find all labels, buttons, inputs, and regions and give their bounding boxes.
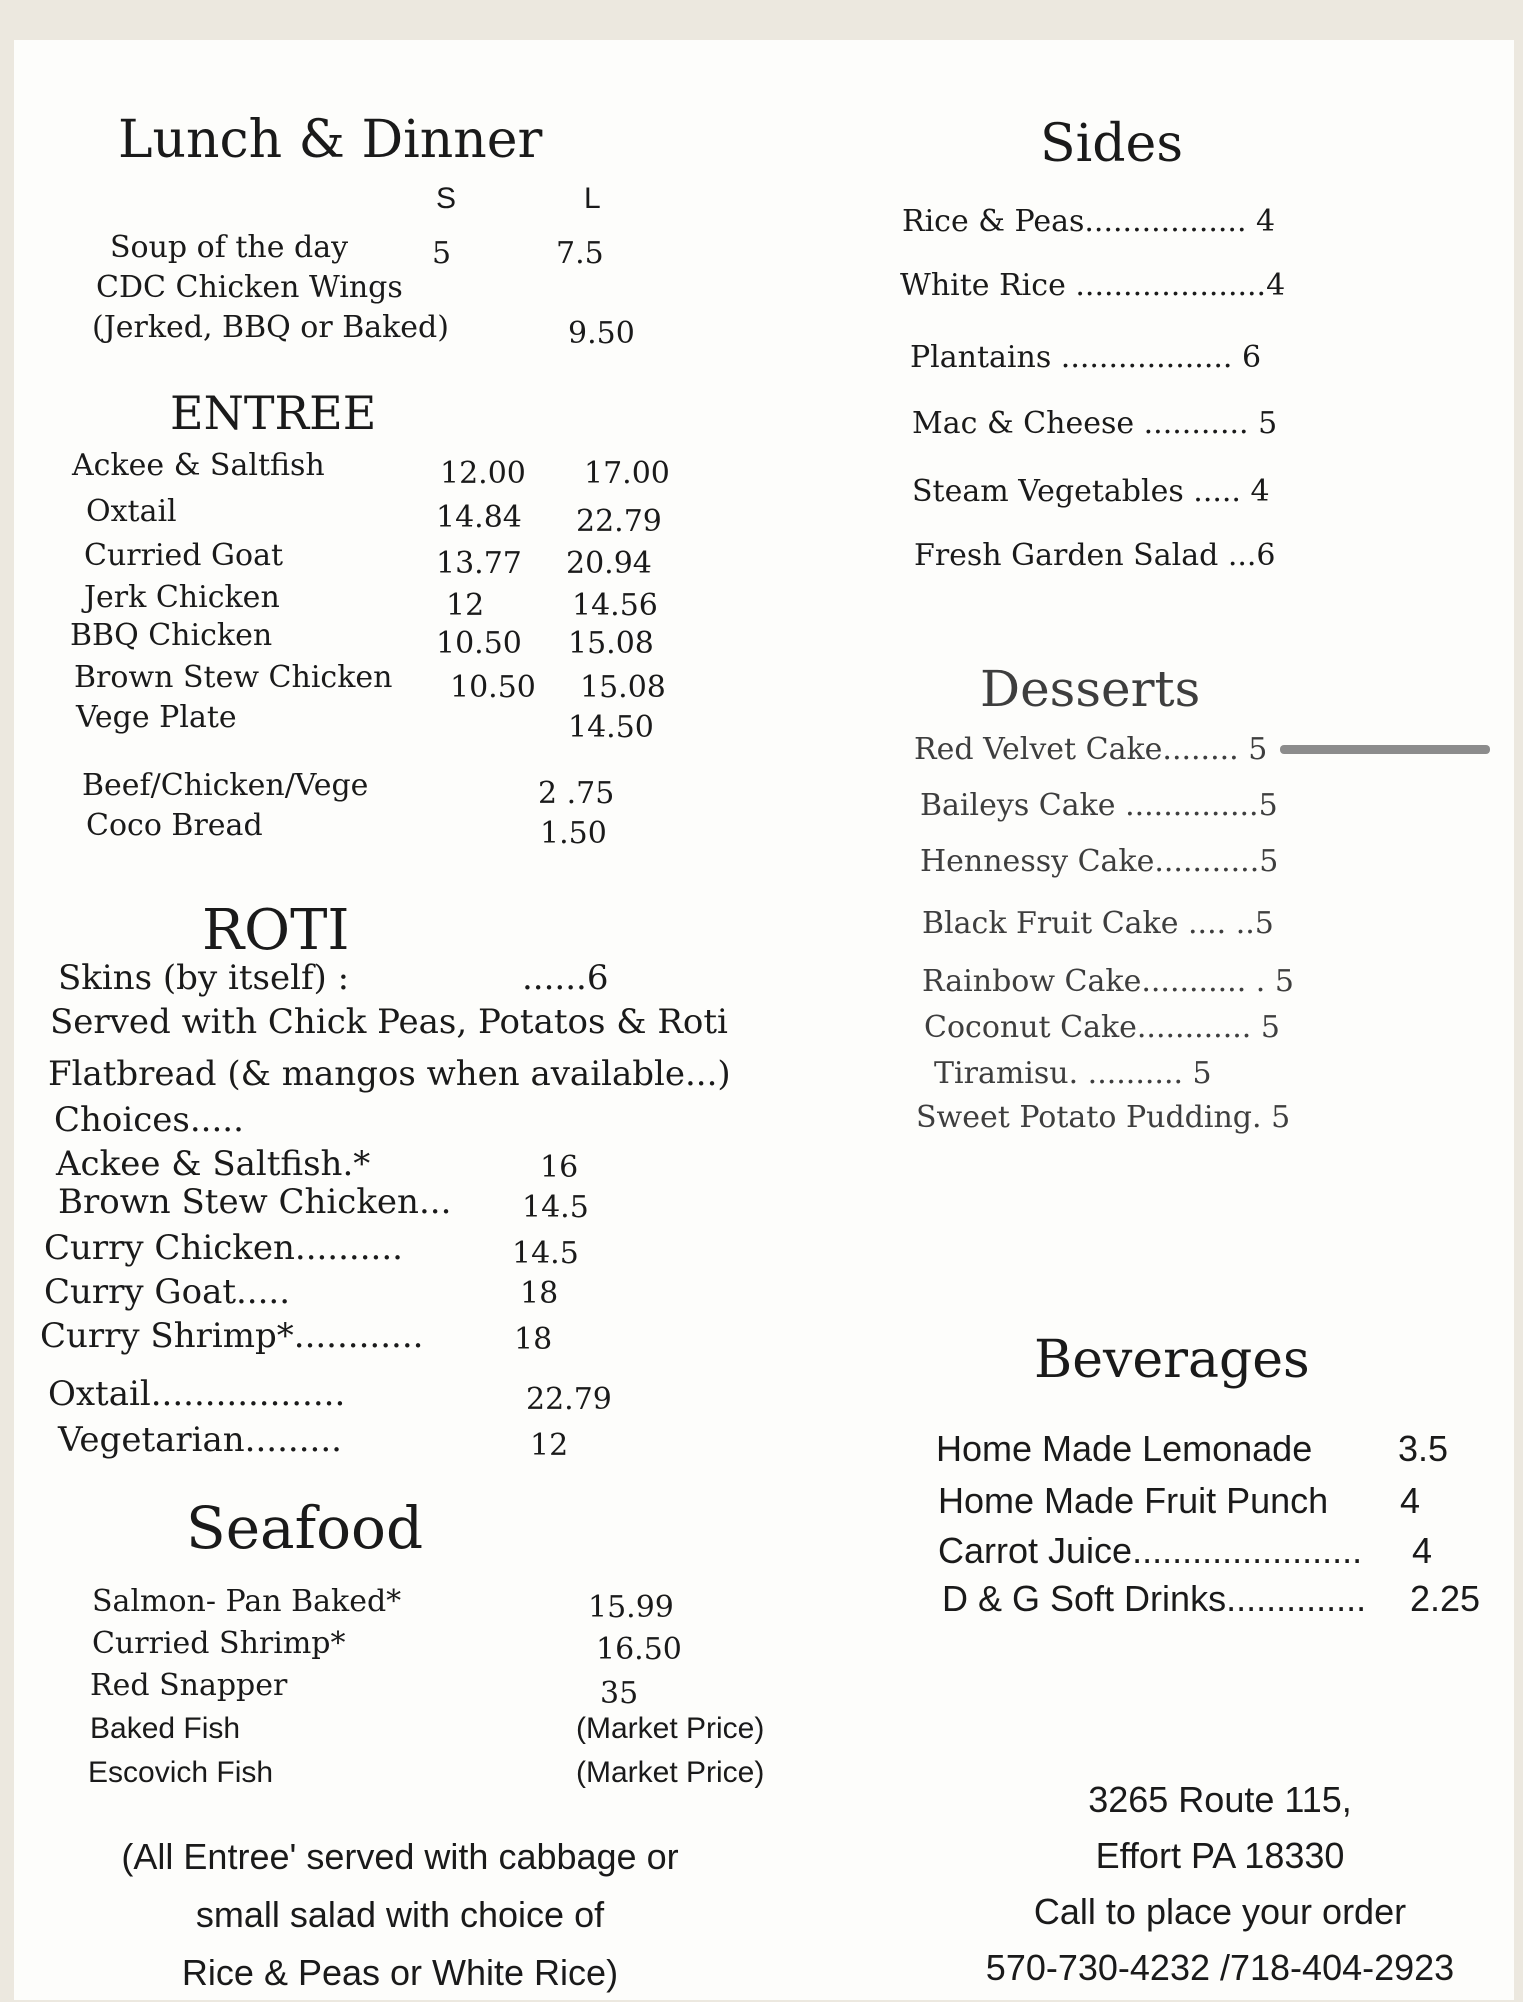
dessert-item: Coconut Cake............ 5 [924,1010,1280,1045]
seafood-item-name: Curried Shrimp* [92,1626,346,1661]
entree-item-price-small: 14.84 [436,500,522,535]
roti-title: ROTI [202,898,350,963]
seafood-item-name: Baked Fish [90,1712,241,1745]
entree-item-name: Vege Plate [76,700,237,735]
roti-item-price: 14.5 [512,1236,579,1271]
col-large-header: L [584,182,601,215]
dessert-item: Hennessy Cake...........5 [920,844,1279,879]
menu-item-price-large: 9.50 [568,316,635,351]
roti-item-name: Oxtail.................. [48,1374,346,1414]
entree-extra-name: Beef/Chicken/Vege [82,768,369,803]
entree-item-name: Oxtail [86,494,177,529]
roti-item-price: 22.79 [526,1382,612,1417]
seafood-item-price: 35 [600,1676,639,1711]
seafood-note-line3: Rice & Peas or White Rice) [181,1952,619,1993]
entree-item-name: Brown Stew Chicken [74,660,393,695]
roti-item-price: 18 [514,1322,553,1357]
entree-extra-name: Coco Bread [86,808,263,843]
seafood-item-price: 15.99 [588,1590,674,1625]
entree-item-name: Ackee & Saltfish [72,448,325,483]
entree-item-price-large: 14.50 [568,710,654,745]
dessert-item: Black Fruit Cake .... ..5 [922,906,1274,941]
address-line2: Effort PA 18330 [1095,1835,1345,1876]
entree-extra-price: 1.50 [540,816,607,851]
beverage-item-price: 4 [1400,1480,1421,1521]
sides-title: Sides [1040,114,1183,174]
side-item: Steam Vegetables ..... 4 [912,474,1270,509]
roti-served-line1: Served with Chick Peas, Potatos & Roti [50,1002,728,1042]
entree-title: ENTREE [170,386,377,440]
entree-item-price-large: 15.08 [580,670,666,705]
entree-item-price-large: 22.79 [576,504,662,539]
beverage-item-price: 2.25 [1410,1578,1481,1619]
menu-item-note: (Jerked, BBQ or Baked) [92,310,449,345]
roti-item-price: 14.5 [522,1190,589,1225]
entree-item-price-small: 12.00 [440,456,526,491]
entree-item-name: Jerk Chicken [84,580,280,615]
side-item: Rice & Peas................. 4 [902,204,1276,239]
side-item: Fresh Garden Salad ...6 [914,538,1276,573]
roti-item-price: 16 [540,1150,579,1185]
roti-item-name: Curry Chicken.......... [44,1228,403,1268]
roti-item-price: 18 [520,1276,559,1311]
roti-item-price: 12 [530,1428,569,1463]
entree-item-price-large: 17.00 [584,456,670,491]
roti-item-name: Brown Stew Chicken... [58,1182,452,1222]
beverage-item-price: 4 [1412,1530,1433,1571]
dessert-item: Baileys Cake ..............5 [920,788,1278,823]
seafood-item-price: (Market Price) [576,1756,765,1789]
phone-numbers: 570-730-4232 /718-404-2923 [985,1947,1455,1988]
desserts-title: Desserts [980,660,1201,718]
beverage-item-price: 3.5 [1398,1428,1449,1469]
entree-item-price-small: 10.50 [436,626,522,661]
beverage-item-name: Carrot Juice....................... [938,1530,1363,1571]
entree-item-price-large: 20.94 [566,546,652,581]
entree-item-price-large: 15.08 [568,626,654,661]
menu-item-price-large: 7.5 [556,236,604,271]
entree-item-price-small: 10.50 [450,670,536,705]
seafood-note-line1: (All Entree' served with cabbage or [121,1836,679,1877]
seafood-item-price: 16.50 [596,1632,682,1667]
roti-item-name: Vegetarian......... [58,1420,342,1460]
entree-item-name: BBQ Chicken [70,618,273,653]
roti-skins-label: Skins (by itself) : [58,958,350,998]
seafood-title: Seafood [186,1494,424,1562]
entree-item-price-small: 12 [446,588,485,623]
entree-item-price-small: 13.77 [436,546,522,581]
side-item: Plantains .................. 6 [910,340,1262,375]
roti-skins-price: ......6 [522,958,609,998]
dessert-item: Tiramisu. .......... 5 [934,1056,1212,1091]
beverage-item-name: Home Made Fruit Punch [938,1480,1329,1521]
seafood-note-line2: small salad with choice of [195,1894,605,1935]
beverage-item-name: D & G Soft Drinks.............. [942,1578,1367,1619]
side-item: Mac & Cheese ........... 5 [912,406,1278,441]
entree-extra-price: 2 .75 [538,776,615,811]
col-small-header: S [436,182,457,215]
seafood-item-name: Red Snapper [90,1668,288,1703]
entree-item-price-large: 14.56 [572,588,658,623]
beverage-item-name: Home Made Lemonade [936,1428,1313,1469]
seafood-item-name: Salmon- Pan Baked* [92,1584,402,1619]
seafood-item-price: (Market Price) [576,1712,765,1745]
call-to-order: Call to place your order [1033,1891,1407,1932]
menu-item-price-small: 5 [432,236,452,271]
dessert-item: Red Velvet Cake........ 5 [914,732,1268,767]
dessert-item: Sweet Potato Pudding. 5 [916,1100,1291,1135]
address-line1: 3265 Route 115, [1088,1779,1352,1820]
seafood-note [40,1828,760,2002]
lunch-dinner-title: Lunch & Dinner [118,110,543,170]
roti-served-line2: Flatbread (& mangos when available...) [48,1054,731,1094]
strike-mark [1280,745,1490,754]
roti-item-name: Curry Shrimp*............ [40,1316,424,1356]
roti-item-name: Curry Goat..... [44,1272,291,1312]
beverages-title: Beverages [1034,1330,1310,1390]
menu-item-name: CDC Chicken Wings [96,270,403,305]
contact-block [920,1772,1520,1996]
roti-item-name: Ackee & Saltfish.* [56,1144,371,1184]
menu-item-name: Soup of the day [110,230,349,265]
seafood-item-name: Escovich Fish [88,1756,274,1789]
roti-choices: Choices..... [54,1100,244,1140]
dessert-item: Rainbow Cake........... . 5 [922,964,1294,999]
entree-item-name: Curried Goat [84,538,284,573]
side-item: White Rice ....................4 [900,268,1286,303]
